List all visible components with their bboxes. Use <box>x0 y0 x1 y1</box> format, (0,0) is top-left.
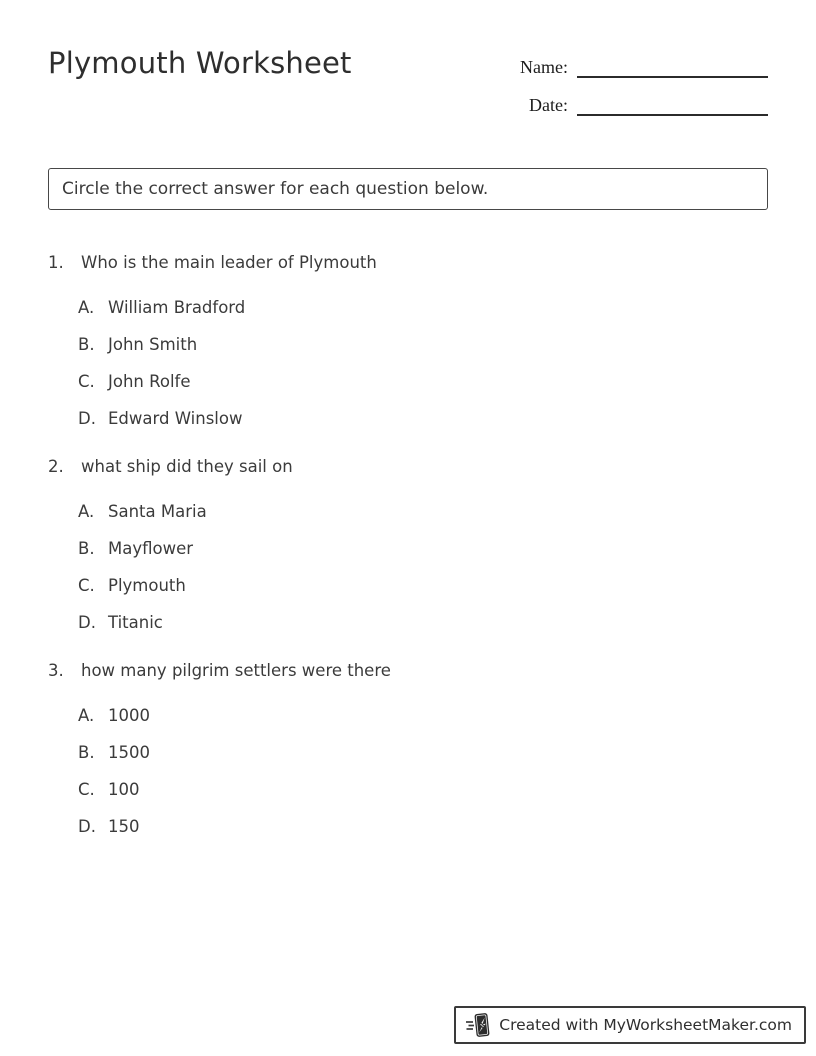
question-3 <box>48 660 768 838</box>
option-c <box>78 779 768 801</box>
option-list <box>48 501 768 634</box>
option-text: Santa Maria <box>108 502 207 521</box>
question-prompt <box>48 252 768 274</box>
question-number: 3. <box>48 661 64 680</box>
option-text: 1000 <box>108 706 150 725</box>
option-letter: C. <box>78 576 95 595</box>
option-text: John Smith <box>108 335 198 354</box>
option-c <box>78 575 768 597</box>
question-number: 2. <box>48 457 64 476</box>
option-text: 1500 <box>108 743 150 762</box>
name-blank-line <box>577 48 768 78</box>
date-field-row <box>516 86 768 116</box>
question-text: how many pilgrim settlers were there <box>81 661 391 680</box>
option-letter: A. <box>78 706 95 725</box>
option-text: Mayflower <box>108 539 194 558</box>
option-letter: A. <box>78 502 95 521</box>
option-letter: B. <box>78 743 95 762</box>
option-letter: C. <box>78 780 95 799</box>
option-text: William Bradford <box>108 298 246 317</box>
date-label: Date: <box>529 95 568 115</box>
worksheet-logo-icon <box>465 1011 491 1039</box>
option-b <box>78 538 768 560</box>
option-text: 150 <box>108 817 140 836</box>
option-c <box>78 371 768 393</box>
name-date-fields <box>516 48 768 116</box>
option-letter: D. <box>78 613 96 632</box>
question-prompt <box>48 660 768 682</box>
option-b <box>78 334 768 356</box>
option-text: Edward Winslow <box>108 409 243 428</box>
option-b <box>78 742 768 764</box>
question-prompt <box>48 456 768 478</box>
question-2 <box>48 456 768 634</box>
question-text: what ship did they sail on <box>81 457 293 476</box>
option-letter: D. <box>78 409 96 428</box>
question-number: 1. <box>48 253 64 272</box>
option-text: Titanic <box>108 613 163 632</box>
question-list <box>48 252 768 838</box>
option-a <box>78 501 768 523</box>
worksheet-header <box>0 0 816 116</box>
name-label: Name: <box>520 57 568 77</box>
option-letter: B. <box>78 335 95 354</box>
option-text: John Rolfe <box>108 372 191 391</box>
option-text: 100 <box>108 780 140 799</box>
option-letter: A. <box>78 298 95 317</box>
option-d <box>78 816 768 838</box>
option-text: Plymouth <box>108 576 186 595</box>
instruction-box <box>48 168 768 210</box>
footer-credit-text: Created with MyWorksheetMaker.com <box>499 1016 792 1034</box>
option-d <box>78 612 768 634</box>
option-a <box>78 705 768 727</box>
date-blank-line <box>577 86 768 116</box>
instruction-text: Circle the correct answer for each question below. <box>62 179 489 199</box>
option-list <box>48 705 768 838</box>
question-text: Who is the main leader of Plymouth <box>81 253 377 272</box>
question-1 <box>48 252 768 430</box>
option-d <box>78 408 768 430</box>
page-title: Plymouth Worksheet <box>48 46 352 80</box>
option-letter: C. <box>78 372 95 391</box>
option-list <box>48 297 768 430</box>
option-letter: D. <box>78 817 96 836</box>
name-field-row <box>516 48 768 78</box>
option-letter: B. <box>78 539 95 558</box>
created-with-badge[interactable] <box>454 1006 806 1044</box>
option-a <box>78 297 768 319</box>
